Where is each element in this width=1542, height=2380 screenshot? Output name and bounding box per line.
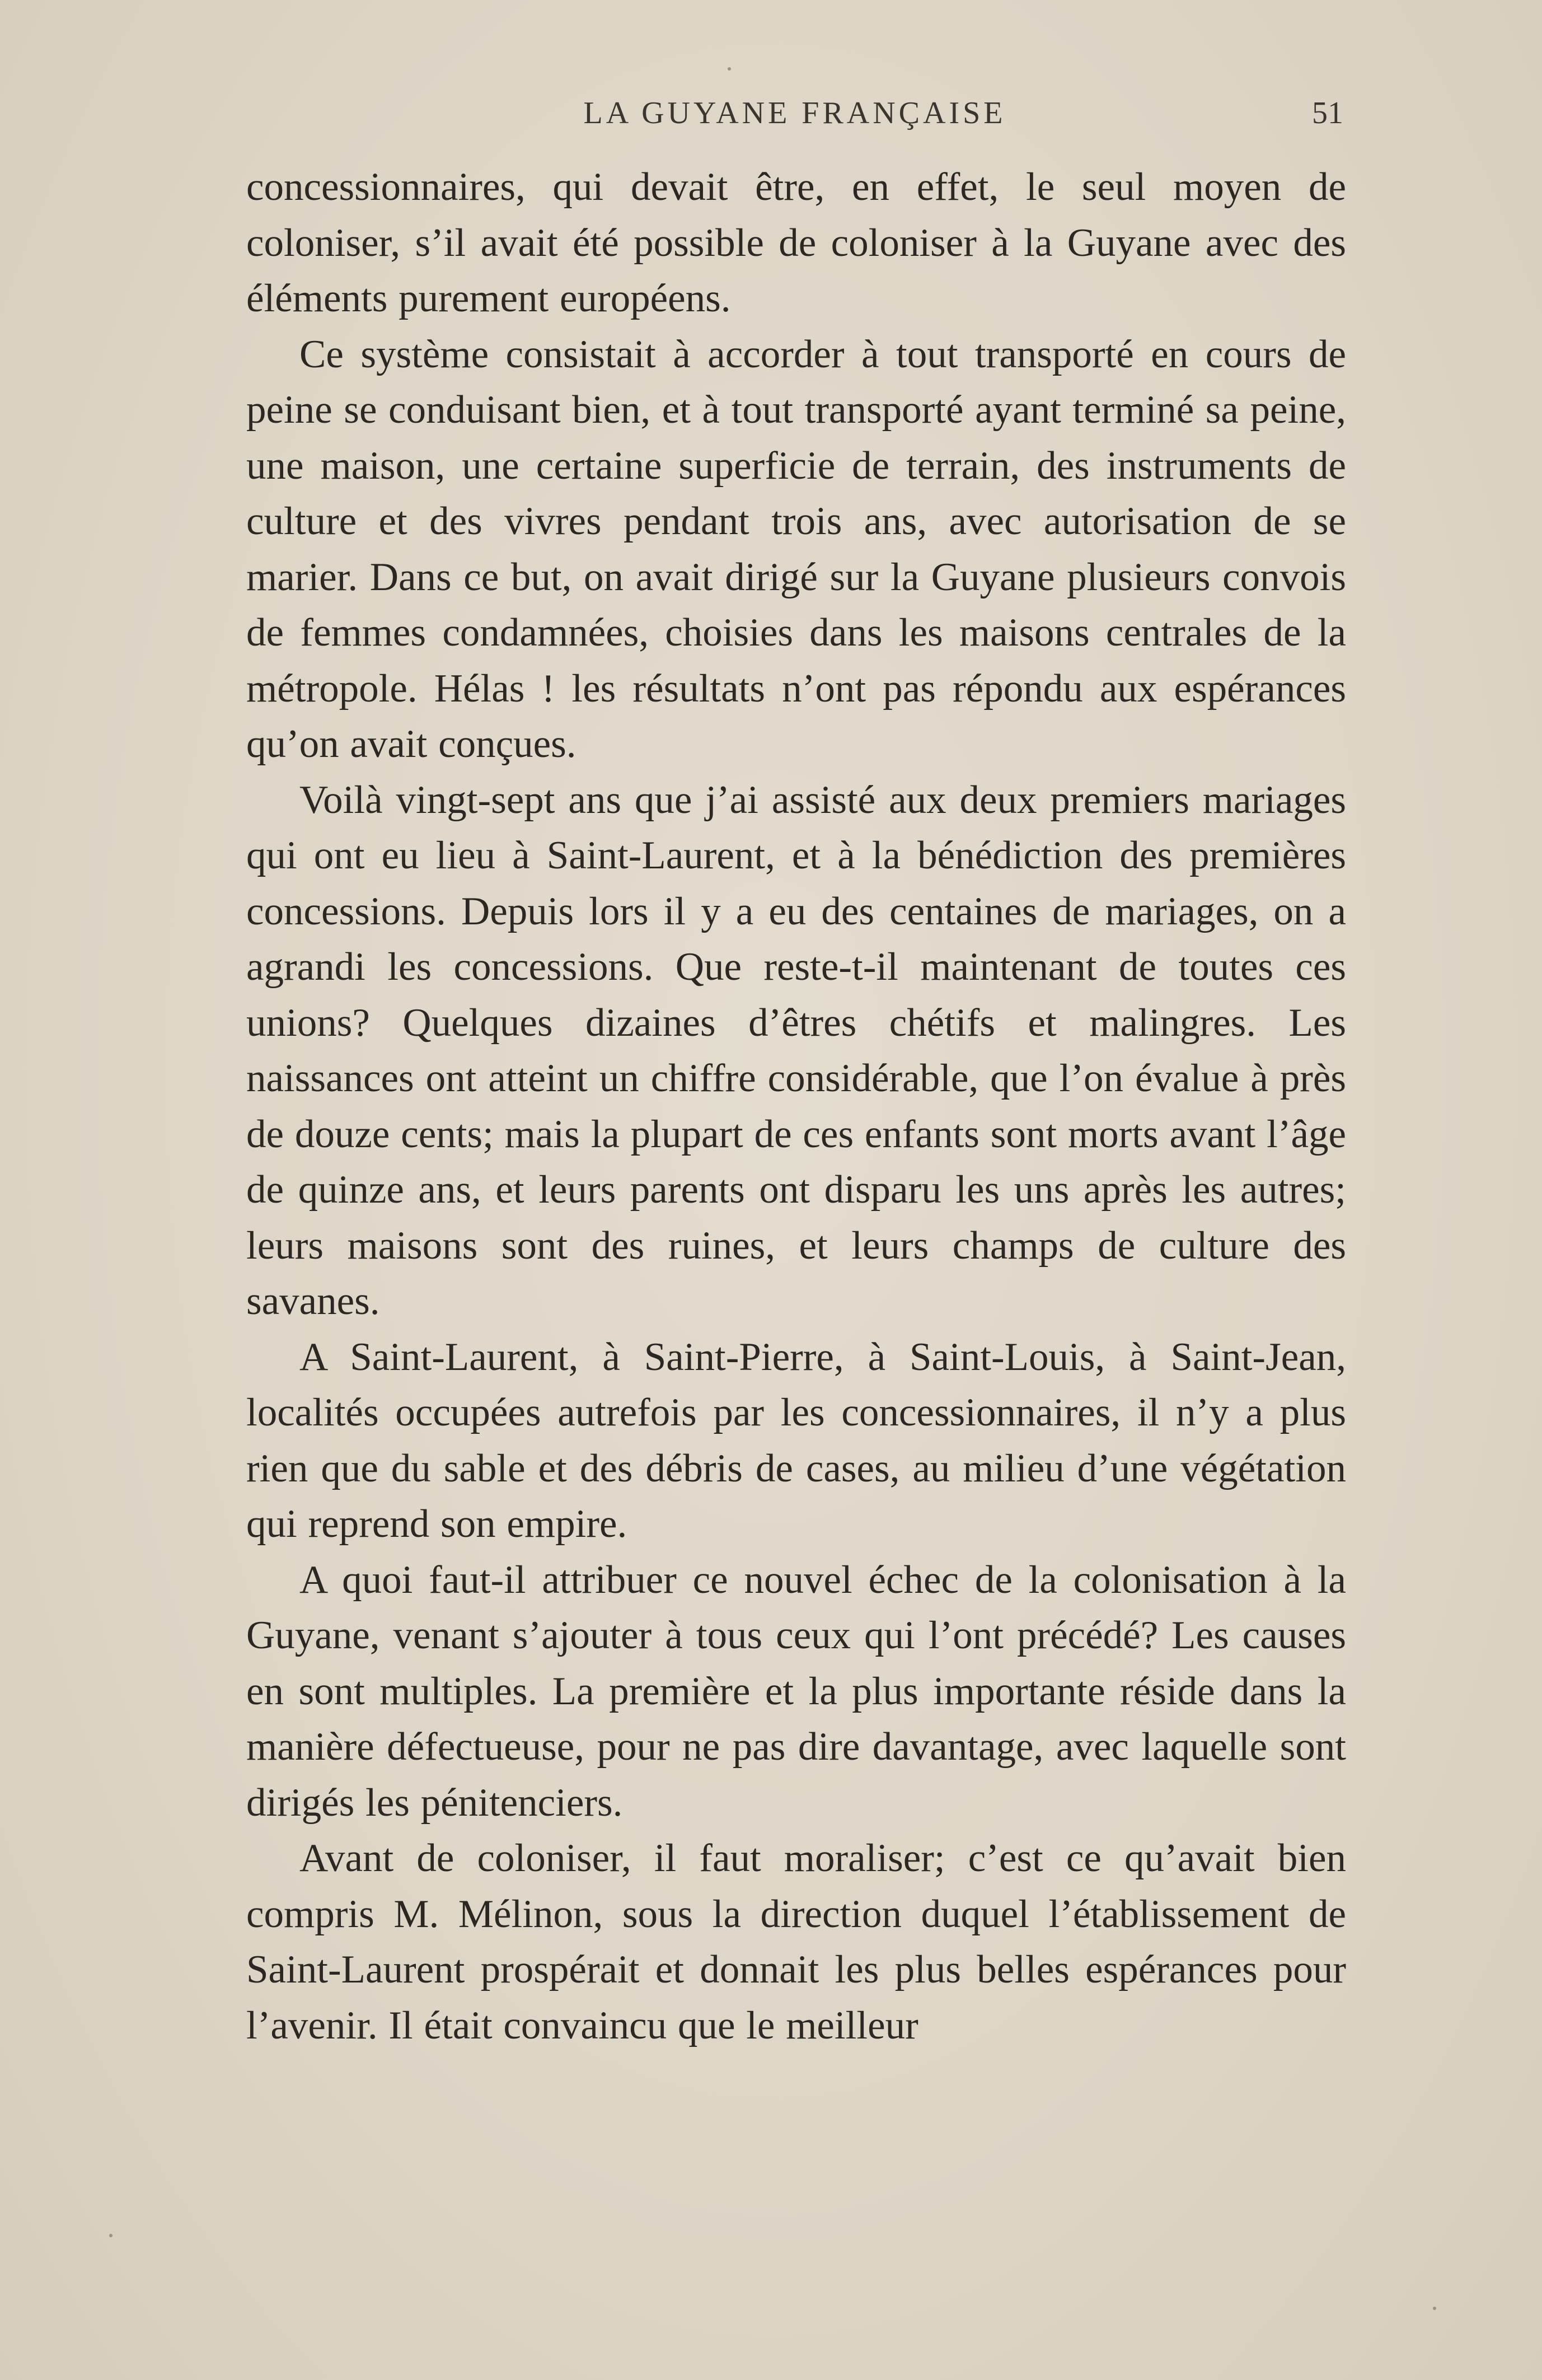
paper-speck: [1433, 2307, 1436, 2310]
paragraph: A Saint-Laurent, à Saint-Pierre, à Saint-Louis, à Saint-Jean, localités occupées autrefois par les concessionnaires, il n’y a plus rien que du sable et des débris de cases, au milieu d’une végétation qui reprend son empire.: [246, 1335, 1346, 1546]
paper-speck: [728, 67, 731, 71]
paragraph: Voilà vingt-sept ans que j’ai assisté aux deux premiers mariages qui ont eu lieu à Saint-Laurent, et à la bénédiction des premières concessions. Depuis lors il y a eu des centaines de mariages, on a agrandi les concessions. Que reste-t-il maintenant de toutes ces unions? Quelques dizaines d’êtres chétifs et malingres. Les naissances ont atteint un chiffre considérable, que l’on évalue à près de douze cents; mais la plupart de ces enfants sont morts avant l’âge de quinze ans, et leurs parents ont disparu les uns après les autres; leurs maisons sont des ruines, et leurs champs de culture des savanes.: [246, 778, 1346, 1323]
page-number: 51: [1312, 96, 1343, 130]
running-title: LA GUYANE FRANÇAISE: [583, 96, 1006, 130]
paper-speck: [109, 2234, 113, 2237]
paragraph: A quoi faut-il attribuer ce nouvel échec de la colonisation à la Guyane, venant s’ajouter à tous ceux qui l’ont précédé? Les causes en sont multiples. La première et la plus importante réside dans la manière défectueuse, pour ne pas dire davantage, avec laquelle sont dirigés les pénitenciers.: [246, 1558, 1346, 1825]
running-head: [246, 95, 1343, 140]
paragraph-continuation: concessionnaires, qui devait être, en effet, le seul moyen de coloniser, s’il avait été possible de coloniser à la Guyane avec des éléments purement européens.: [246, 165, 1346, 320]
paragraph: Avant de coloniser, il faut moraliser; c’est ce qu’avait bien compris M. Mélinon, sous la direction duquel l’établissement de Saint-Laurent prospérait et donnait les plus belles espérances pour l’avenir. Il était convaincu que le meilleur: [246, 1836, 1346, 2047]
body-text: [246, 160, 1346, 2054]
paragraph: Ce système consistait à accorder à tout transporté en cours de peine se conduisant bien, et à tout transporté ayant terminé sa peine, une maison, une certaine superficie de terrain, des instruments de culture et des vivres pendant trois ans, avec autorisation de se marier. Dans ce but, on avait dirigé sur la Guyane plusieurs convois de femmes condamnées, choisies dans les maisons centrales de la métropole. Hélas ! les résultats n’ont pas répondu aux espérances qu’on avait conçues.: [246, 332, 1346, 766]
